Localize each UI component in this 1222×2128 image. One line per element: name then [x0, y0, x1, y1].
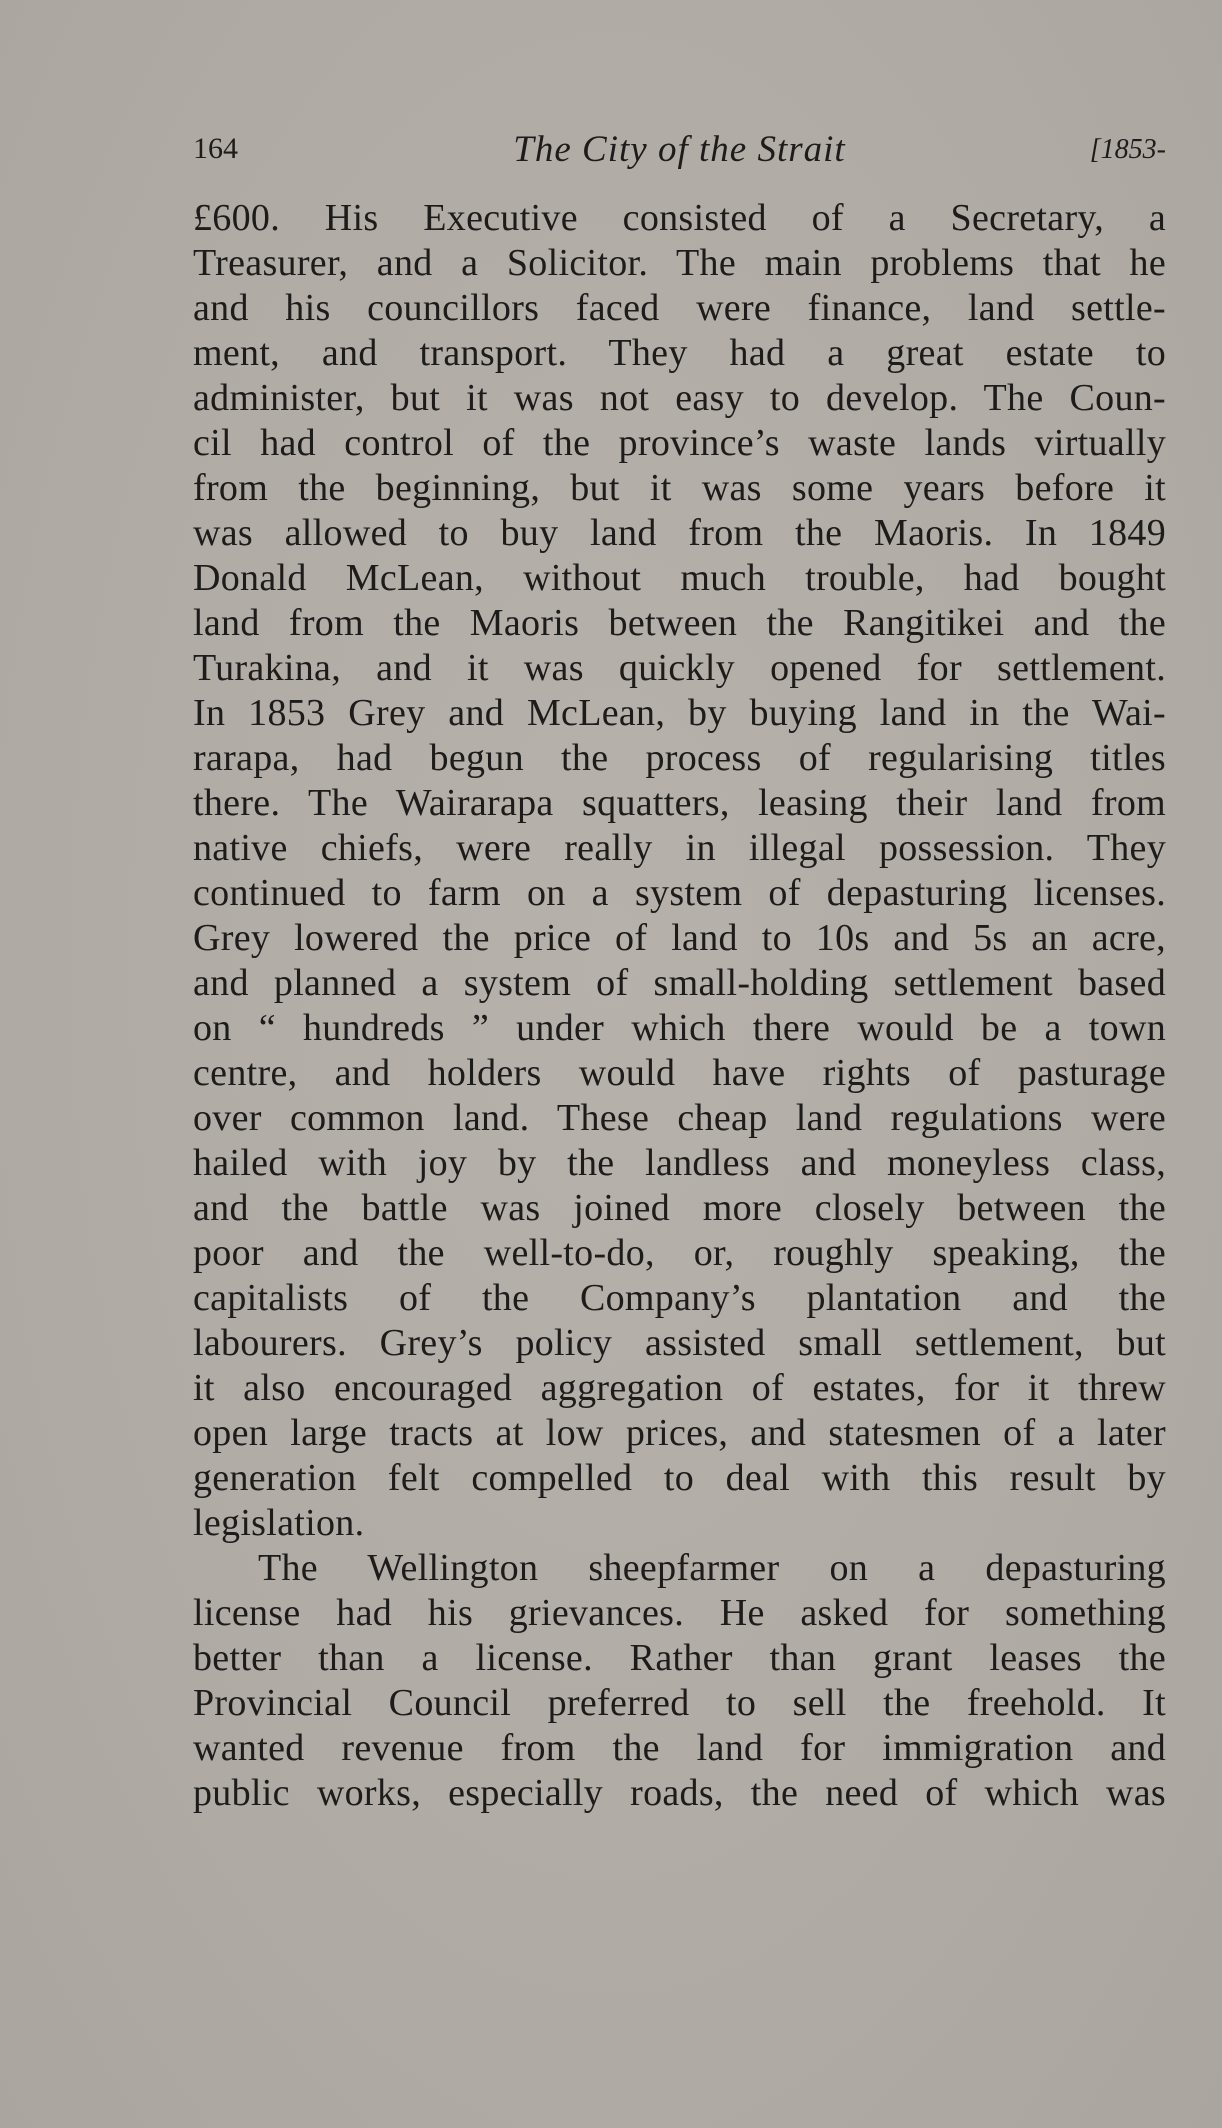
text-line: public works, especially roads, the need of which was — [193, 1772, 1166, 1814]
text-line: and his councillors faced were finance, land settle- — [193, 287, 1166, 329]
text-line: The Wellington sheepfarmer on a depasturing — [258, 1547, 1166, 1589]
body-text — [193, 196, 1166, 1816]
text-line: better than a license. Rather than grant leases the — [193, 1637, 1166, 1679]
text-line: on “ hundreds ” under which there would be a town — [193, 1007, 1166, 1049]
running-head — [193, 128, 1166, 178]
text-line: hailed with joy by the landless and moneyless class, — [193, 1142, 1166, 1184]
text-line: Donald McLean, without much trouble, had bought — [193, 557, 1166, 599]
text-line: there. The Wairarapa squatters, leasing their land from — [193, 782, 1166, 824]
text-line: it also encouraged aggregation of estates, for it threw — [193, 1367, 1166, 1409]
text-line: Turakina, and it was quickly opened for settlement. — [193, 647, 1166, 689]
text-line: was allowed to buy land from the Maoris. In 1849 — [193, 512, 1166, 554]
text-line: generation felt compelled to deal with this result by — [193, 1457, 1166, 1499]
text-line: legislation. — [193, 1502, 365, 1544]
text-line: administer, but it was not easy to develop. The Coun- — [193, 377, 1166, 419]
running-title: The City of the Strait — [513, 129, 846, 170]
text-line: continued to farm on a system of depasturing licenses. — [193, 872, 1166, 914]
text-line: Treasurer, and a Solicitor. The main problems that he — [193, 242, 1166, 284]
text-line: ment, and transport. They had a great estate to — [193, 332, 1166, 374]
text-line: from the beginning, but it was some years before it — [193, 467, 1166, 509]
text-line: Grey lowered the price of land to 10s and 5s an acre, — [193, 917, 1166, 959]
text-line: In 1853 Grey and McLean, by buying land in the Wai- — [193, 692, 1166, 734]
text-line: open large tracts at low prices, and statesmen of a later — [193, 1412, 1166, 1454]
text-line: cil had control of the province’s waste lands virtually — [193, 422, 1166, 464]
text-line: native chiefs, were really in illegal possession. They — [193, 827, 1166, 869]
text-line: Provincial Council preferred to sell the freehold. It — [193, 1682, 1166, 1724]
text-line: poor and the well-to-do, or, roughly speaking, the — [193, 1232, 1166, 1274]
page-number: 164 — [193, 132, 238, 165]
text-line: license had his grievances. He asked for something — [193, 1592, 1166, 1634]
text-line: labourers. Grey’s policy assisted small settlement, but — [193, 1322, 1166, 1364]
text-line: and the battle was joined more closely between the — [193, 1187, 1166, 1229]
text-line: £600. His Executive consisted of a Secretary, a — [193, 197, 1166, 239]
text-line: land from the Maoris between the Rangitikei and the — [193, 602, 1166, 644]
running-date: [1853- — [1089, 134, 1166, 165]
text-line: centre, and holders would have rights of pasturage — [193, 1052, 1166, 1094]
text-line: over common land. These cheap land regulations were — [193, 1097, 1166, 1139]
text-line: wanted revenue from the land for immigration and — [193, 1727, 1166, 1769]
text-line: capitalists of the Company’s plantation and the — [193, 1277, 1166, 1319]
text-line: and planned a system of small-holding settlement based — [193, 962, 1166, 1004]
text-line: rarapa, had begun the process of regularising titles — [193, 737, 1166, 779]
